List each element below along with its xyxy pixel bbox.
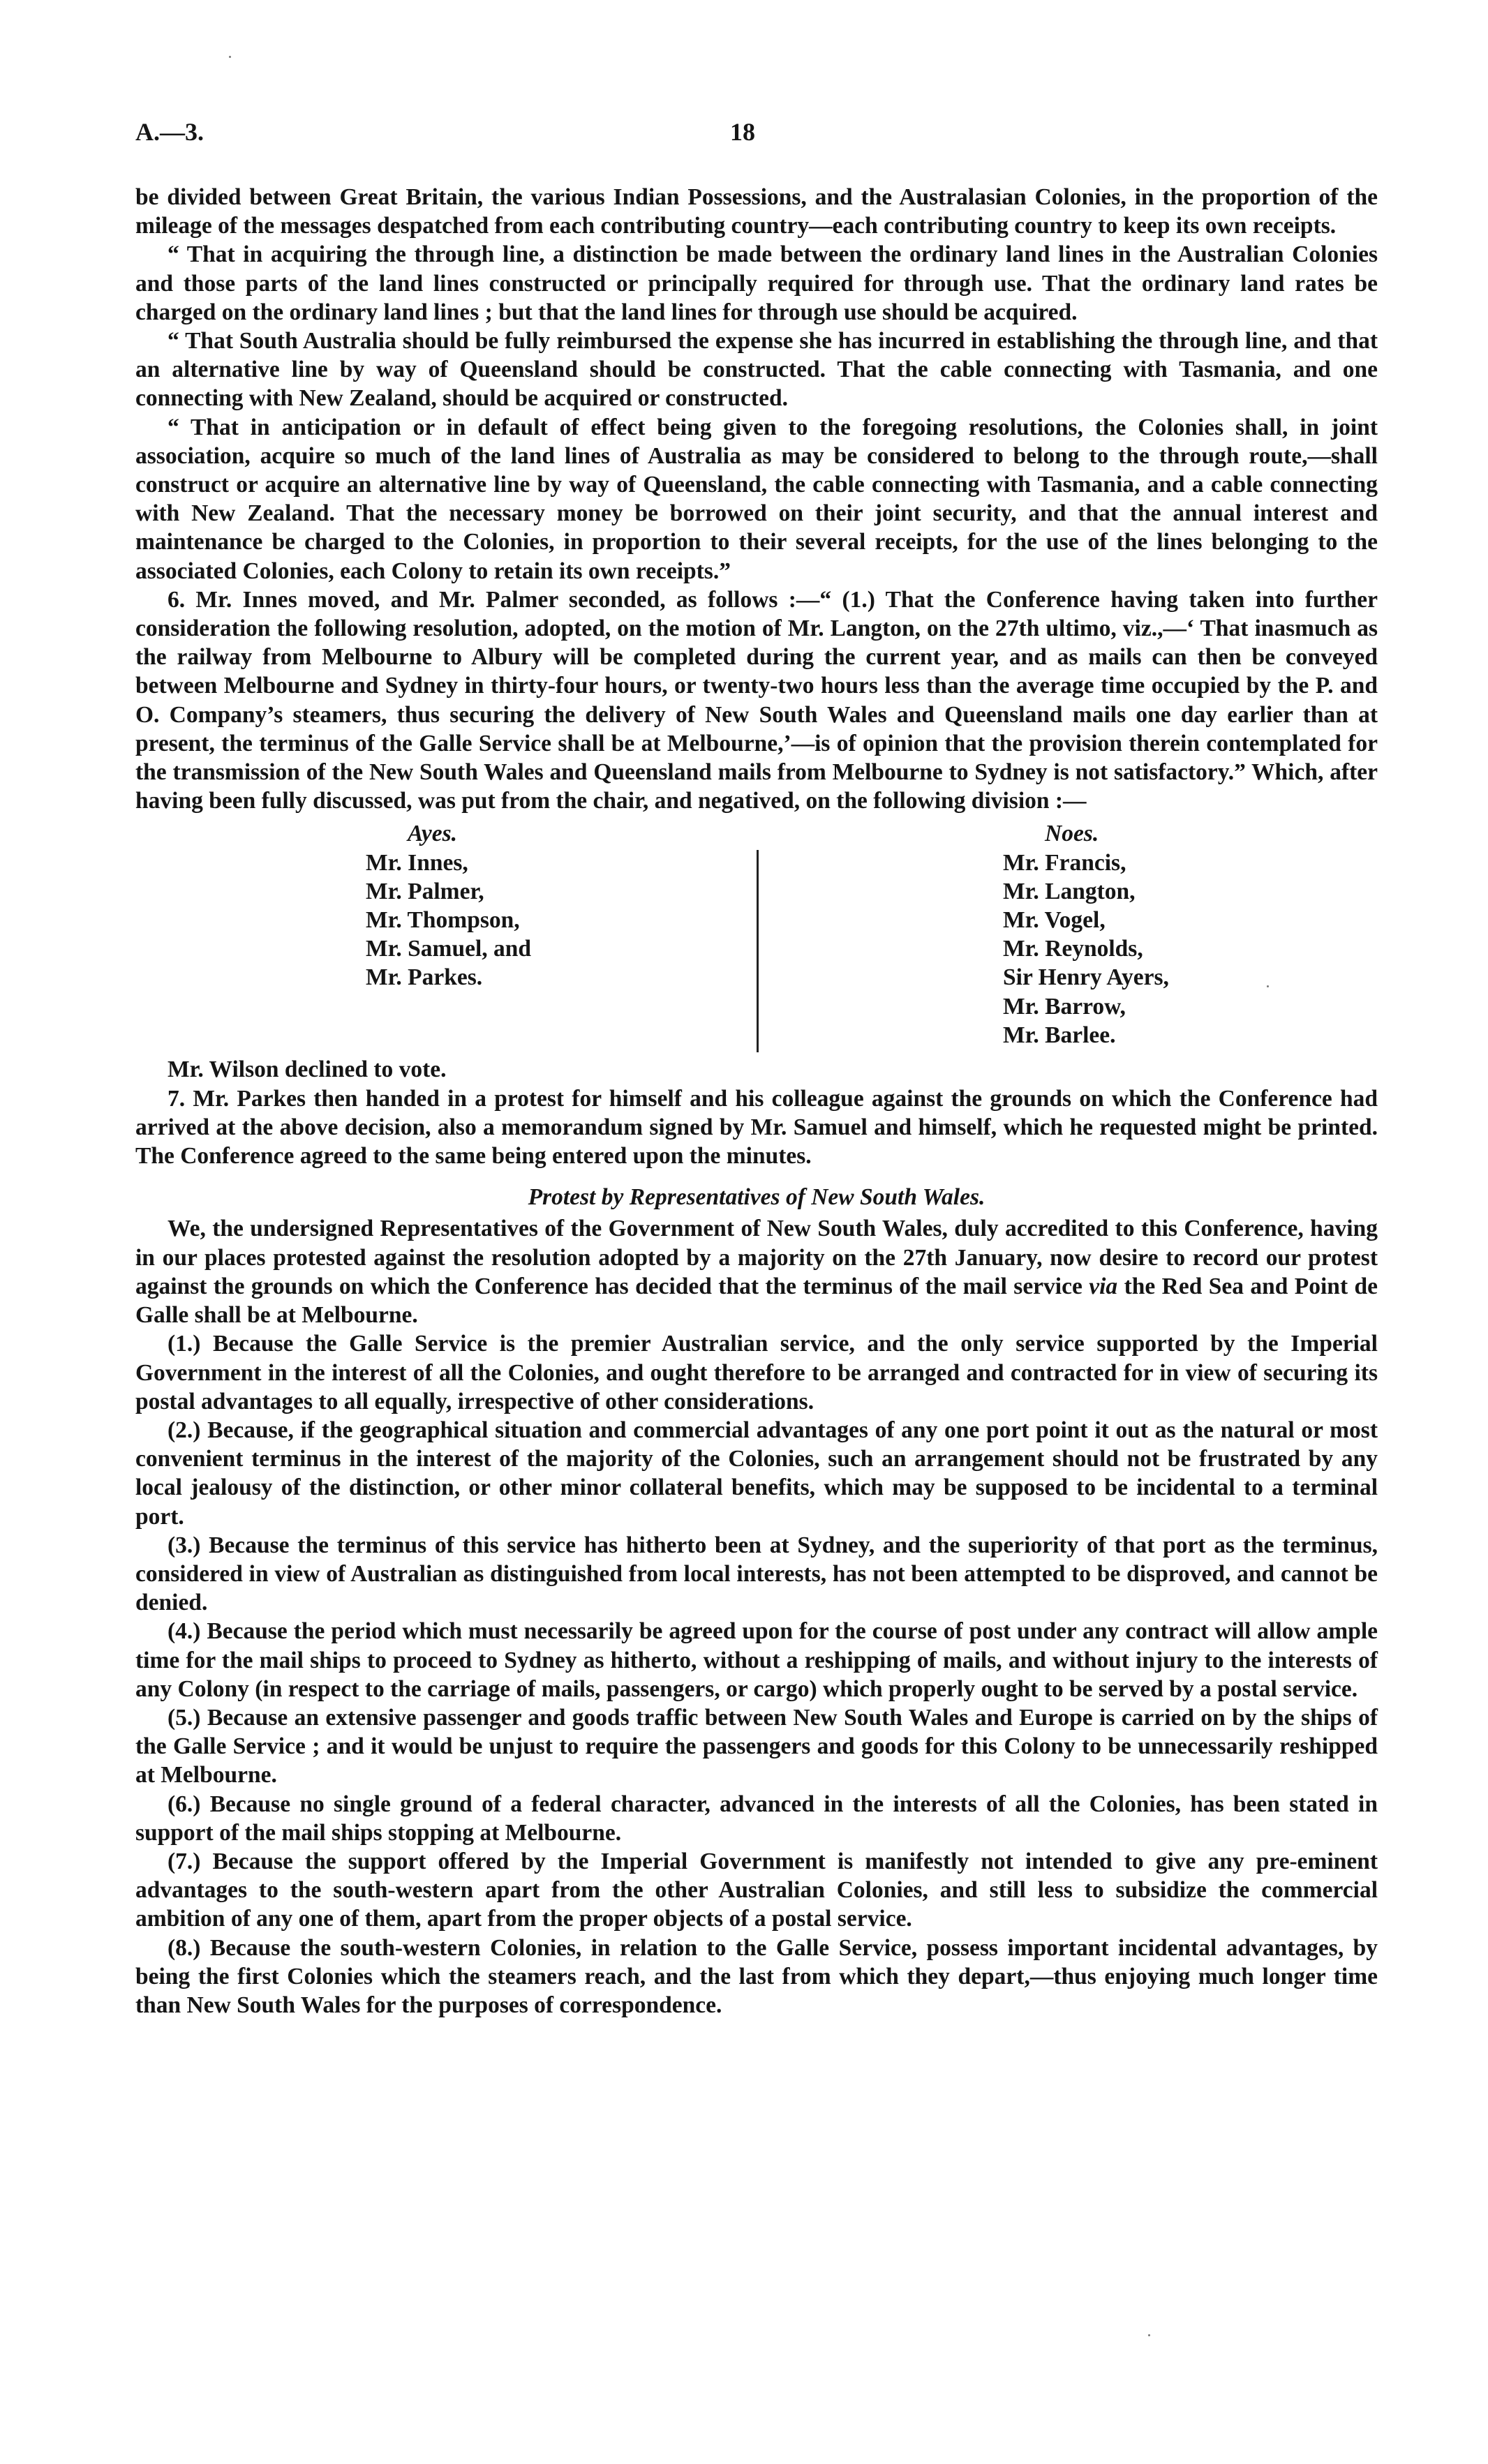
paragraph-wilson: Mr. Wilson declined to vote. (168, 1056, 447, 1083)
ayes-list (366, 849, 757, 992)
protest-reason-3: (3.) Because the terminus of this service has hitherto been at Sydney, and the superiority of that port as the terminus, considered in view of Australian as distinguished from local interests, has not been attempted to be disproved, and cannot be denied. (135, 1532, 1378, 1616)
noes-member: Mr. Francis, (1003, 849, 1126, 876)
resolution-south-australia: “ That South Australia should be fully reimbursed the expense she has incurred in establishing the through line, and that an alternative line by way of Queensland should be constructed. That the cable connecting with Tasmania, and one connecting with New Zealand, should be acquired or constructed. (135, 328, 1378, 412)
protest-title: Protest by Representatives of New South Wales. (528, 1184, 985, 1211)
noes-member: Mr. Barrow, (1003, 993, 1126, 1020)
paragraph-continuation: be divided between Great Britain, the various Indian Possessions, and the Australasian Colonies, in the proportion of the mileage of the messages despatched from each contributing country—each contributing country to keep its own receipts. (135, 184, 1378, 239)
page-number: 18 (730, 118, 755, 146)
protest-reason-4: (4.) Because the period which must necessarily be agreed upon for the course of post under any contract will allow ample time for the mail ships to proceed to Sydney as hitherto, without a reshipping of mails, and without injury to the interests of any Colony (in respect to the carriage of mails, passengers, or cargo) which properly ought to be served by a postal service. (135, 1618, 1378, 1702)
document-reference: A.—3. (135, 118, 204, 146)
scan-speck (1148, 2334, 1150, 2336)
protest-intro-via: via (1089, 1273, 1118, 1299)
noes-list (1003, 849, 1169, 1050)
protest-intro (135, 1214, 1378, 1329)
paragraph-motion-7: 7. Mr. Parkes then handed in a protest for himself and his colleague against the grounds on which the Conference had arrived at the above decision, also a memorandum signed by Mr. Samuel and himself, which he requested might be printed. The Conference agreed to the same being entered upon the minutes. (135, 1085, 1378, 1170)
ayes-heading: Ayes. (408, 821, 458, 847)
ayes-member: Mr. Parkes. (366, 964, 483, 991)
noes-member: Mr. Vogel, (1003, 907, 1106, 934)
protest-reason-7: (7.) Because the support offered by the Imperial Government is manifestly not intended to give any pre-eminent advantages to the south-western apart from the other Australian Colonies, and still less to subsidize the commercial ambition of any one of them, apart from the proper objects of a postal service. (135, 1848, 1378, 1932)
ayes-member: Mr. Samuel, and (366, 936, 532, 962)
ayes-member: Mr. Innes, (366, 849, 468, 876)
division-table (135, 819, 1378, 1052)
protest-reason-2: (2.) Because, if the geographical situation and commercial advantages of any one port point it out as the natural or most convenient terminus in the interest of the majority of the Colonies, such an arrangement should not be frustrated by any local jealousy of the distinction, or other minor collateral benefits, which may be supposed to be incidental to a terminal port. (135, 1417, 1378, 1530)
ayes-column (135, 819, 757, 1052)
scan-speck (1267, 985, 1269, 987)
protest-reason-6: (6.) Because no single ground of a federal character, advanced in the interests of all the Colonies, has been stated in support of the mail ships stopping at Melbourne. (135, 1791, 1378, 1846)
noes-member: Sir Henry Ayers, (1003, 964, 1169, 991)
noes-heading: Noes. (1045, 821, 1099, 847)
noes-member: Mr. Barlee. (1003, 1022, 1116, 1048)
ayes-member: Mr. Palmer, (366, 878, 484, 904)
noes-column (757, 821, 1169, 1052)
paragraph-motion-6: 6. Mr. Innes moved, and Mr. Palmer seconded, as follows :—“ (1.) That the Conference having taken into further consideration the following resolution, adopted, on the motion of Mr. Langton, on the 27th ultimo, viz.,—‘ That inasmuch as the railway from Melbourne to Albury will be completed during the current year, and as mails can then be conveyed between Melbourne and Sydney in thirty-four hours, or twenty-two hours less than the average time occupied by the P. and O. Company’s steamers, thus securing the delivery of New South Wales and Queensland mails one day earlier than at present, the terminus of the Galle Service shall be at Melbourne,’—is of opinion that the provision therein contemplated for the transmission of the New South Wales and Queensland mails from Melbourne to Sydney is not satisfactory.” Which, after having been fully discussed, was put from the chair, and negatived, on the following division :— (135, 586, 1378, 814)
resolution-through-line: “ That in acquiring the through line, a distinction be made between the ordinary land lines in the Australian Colonies and those parts of the land lines constructed or principally required for through use. That the ordinary land rates be charged on the ordinary land lines ; but that the land lines for through use should be acquired. (135, 241, 1378, 325)
resolution-joint-association: “ That in anticipation or in default of effect being given to the foregoing resolutions, the Colonies shall, in joint association, acquire so much of the land lines of Australia as may be considered to belong to the through route,—shall construct or acquire an alternative line by way of Queensland, the cable connecting with Tasmania, and a cable connecting with New Zealand. That the necessary money be borrowed on their joint security, and that the annual interest and maintenance be charged to the Colonies, in proportion to their several receipts, for the use of the lines belonging to the associated Colonies, each Colony to retain its own receipts.” (135, 414, 1378, 584)
protest-reason-1: (1.) Because the Galle Service is the premier Australian service, and the only service supported by the Imperial Government in the interest of all the Colonies, and ought therefore to be arranged and contracted for in view of securing its postal advantages to all equally, irrespective of other considerations. (135, 1331, 1378, 1414)
noes-member: Mr. Reynolds, (1003, 936, 1143, 962)
page-body (135, 183, 1378, 2019)
noes-member: Mr. Langton, (1003, 878, 1136, 904)
protest-intro-text: We, the undersigned Representatives of the Government of New South Wales, duly accredited to this Conference, having in our places protested against the resolution adopted by a majority on the 27th January, now desire to record our protest against the grounds on which the Conference has decided that the terminus of the mail service (135, 1216, 1378, 1299)
ayes-member: Mr. Thompson, (366, 907, 520, 934)
scan-speck (229, 56, 231, 58)
protest-reason-8: (8.) Because the south-western Colonies, in relation to the Galle Service, possess important incidental advantages, by being the first Colonies which the steamers reach, and the last from which they depart,—thus enjoying much longer time than New South Wales for the purposes of correspondence. (135, 1934, 1378, 2018)
page-header (135, 117, 1378, 159)
protest-reason-5: (5.) Because an extensive passenger and goods traffic between New South Wales and Europe is carried on by the ships of the Galle Service ; and it would be unjust to require the passengers and goods for this Colony to be unnecessarily reshipped at Melbourne. (135, 1704, 1378, 1789)
protest-intro-text-end: the Red Sea and Point de Galle shall be at Melbourne. (135, 1273, 1378, 1329)
